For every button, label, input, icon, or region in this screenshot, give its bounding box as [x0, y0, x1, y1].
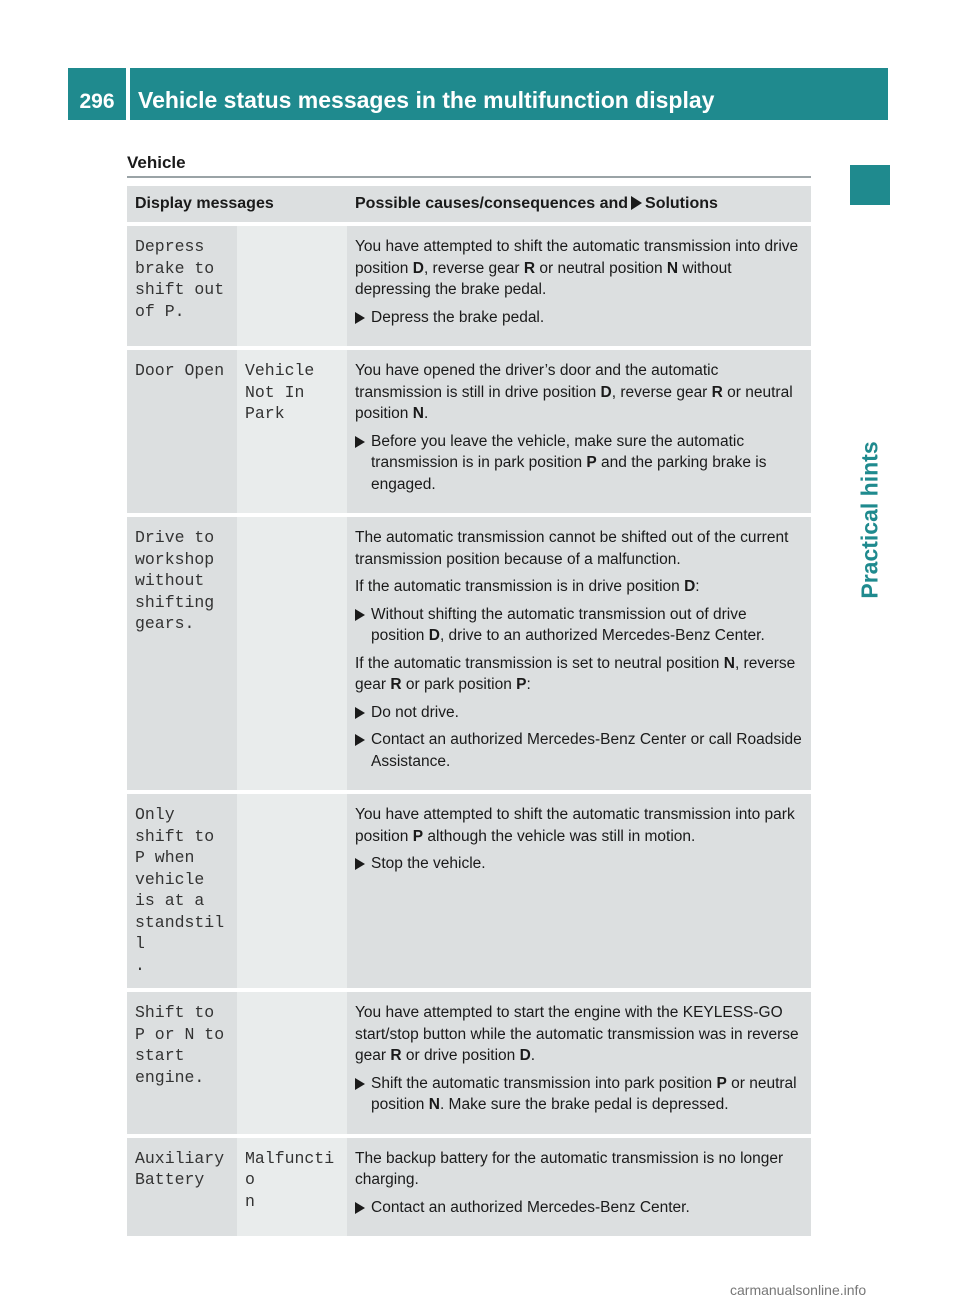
arrow-right-icon [355, 1078, 365, 1090]
display-message-secondary-cell [237, 790, 347, 988]
cause-paragraph: You have attempted to start the engine with the KEYLESS-GO start/stop button while the automatic transmission was in reverse gear R or drive position D. [355, 1004, 799, 1064]
display-message-text: Depress brake to shift out of P. [135, 237, 225, 321]
table-row [127, 346, 811, 513]
status-message-table [127, 186, 811, 1236]
cause-paragraph: You have attempted to shift the automatic transmission into park position P although the vehicle was still in motion. [355, 806, 795, 845]
display-message-text: Door Open [135, 361, 225, 380]
table-row [127, 513, 811, 790]
solution-step-text: Stop the vehicle. [371, 855, 486, 872]
display-message-secondary-cell [237, 988, 347, 1134]
display-message-text: Drive to workshop without shifting gears. [135, 528, 215, 633]
watermark: carmanualsonline.info [730, 1282, 867, 1298]
solution-step [355, 1197, 803, 1219]
display-message-cell [127, 222, 237, 346]
display-message-secondary-text: Vehicle Not In Park [245, 361, 315, 423]
display-message-secondary-cell [237, 346, 347, 513]
display-message-cell [127, 988, 237, 1134]
solution-step-text: Contact an authorized Mercedes-Benz Center. [371, 1198, 690, 1216]
table-header-row [127, 186, 811, 222]
page-number: 296 [68, 68, 126, 120]
display-message-secondary-text: Malfunctio n [245, 1148, 335, 1211]
solution-step [355, 431, 803, 496]
cause-paragraph: The automatic transmission cannot be shifted out of the current transmission position because of a malfunction. [355, 529, 789, 568]
solution-step-text: Before you leave the vehicle, make sure the automatic transmission is in park position P and the parking brake is engaged. [371, 432, 767, 493]
arrow-right-icon [355, 436, 365, 448]
display-message-secondary-cell [237, 1134, 347, 1237]
table-row [127, 1134, 811, 1237]
page-title: Vehicle status messages in the multifunction display [130, 68, 888, 120]
table-row [127, 790, 811, 988]
cause-paragraph: If the automatic transmission is in drive position D: [355, 578, 700, 595]
arrow-right-icon [355, 312, 365, 324]
column-header-solutions-text: Solutions [645, 195, 718, 212]
causes-solutions-cell [347, 513, 811, 790]
solution-step [355, 853, 803, 875]
side-tab-marker [850, 165, 890, 205]
column-header-causes [347, 186, 811, 222]
causes-solutions-cell [347, 988, 811, 1134]
display-message-text: Auxiliary Battery [135, 1148, 225, 1189]
display-message-text: Only shift to P when vehicle is at a standstill . [135, 805, 225, 975]
solution-step-text: Shift the automatic transmission into park position P or neutral position N. Make sure the brake pedal is depressed. [371, 1074, 797, 1113]
display-message-secondary-cell [237, 513, 347, 790]
solution-step-text: Do not drive. [371, 703, 459, 721]
table-row [127, 222, 811, 346]
side-tab [850, 380, 890, 660]
table-body [127, 222, 811, 1236]
solution-step [355, 702, 803, 724]
arrow-right-icon [355, 1202, 365, 1214]
section-title: Vehicle [127, 153, 186, 172]
cause-paragraph: You have attempted to shift the automatic transmission into drive position D, reverse gear R or neutral position N without depressing the brake pedal. [355, 238, 799, 298]
solution-step [355, 604, 803, 647]
display-message-text: Shift to P or N to start engine. [135, 1003, 225, 1087]
causes-solutions-cell [347, 1134, 811, 1237]
causes-solutions-cell [347, 346, 811, 513]
cause-paragraph: You have opened the driver’s door and the automatic transmission is still in drive position D, reverse gear R or neutral position N. [355, 362, 793, 422]
solution-step-text: Without shifting the automatic transmission out of drive position D, drive to an authorized Mercedes-Benz Center. [371, 605, 765, 644]
arrow-right-icon [355, 707, 365, 719]
solution-step-text: Contact an authorized Mercedes-Benz Center or call Roadside Assistance. [371, 731, 802, 770]
solution-step [355, 729, 803, 772]
cause-paragraph: The backup battery for the automatic transmission is no longer charging. [355, 1149, 784, 1188]
display-message-cell [127, 790, 237, 988]
arrow-right-icon [355, 858, 365, 870]
display-message-cell [127, 1134, 237, 1237]
solution-step-text: Depress the brake pedal. [371, 308, 545, 326]
side-tab-label: Practical hints [856, 441, 883, 599]
display-message-cell [127, 346, 237, 513]
display-message-cell [127, 513, 237, 790]
causes-solutions-cell [347, 790, 811, 988]
solution-step [355, 1073, 803, 1116]
solution-step [355, 307, 803, 329]
arrow-right-icon [355, 609, 365, 621]
cause-paragraph: If the automatic transmission is set to neutral position N, reverse gear R or park position P: [355, 654, 796, 693]
table-row [127, 988, 811, 1134]
section-divider [127, 176, 811, 178]
column-header-display-messages: Display messages [127, 186, 347, 222]
arrow-right-icon [355, 734, 365, 746]
page-header [68, 68, 888, 120]
column-header-causes-text: Possible causes/consequences and [355, 195, 629, 212]
arrow-right-icon [631, 196, 642, 210]
display-message-secondary-cell [237, 222, 347, 346]
causes-solutions-cell [347, 222, 811, 346]
